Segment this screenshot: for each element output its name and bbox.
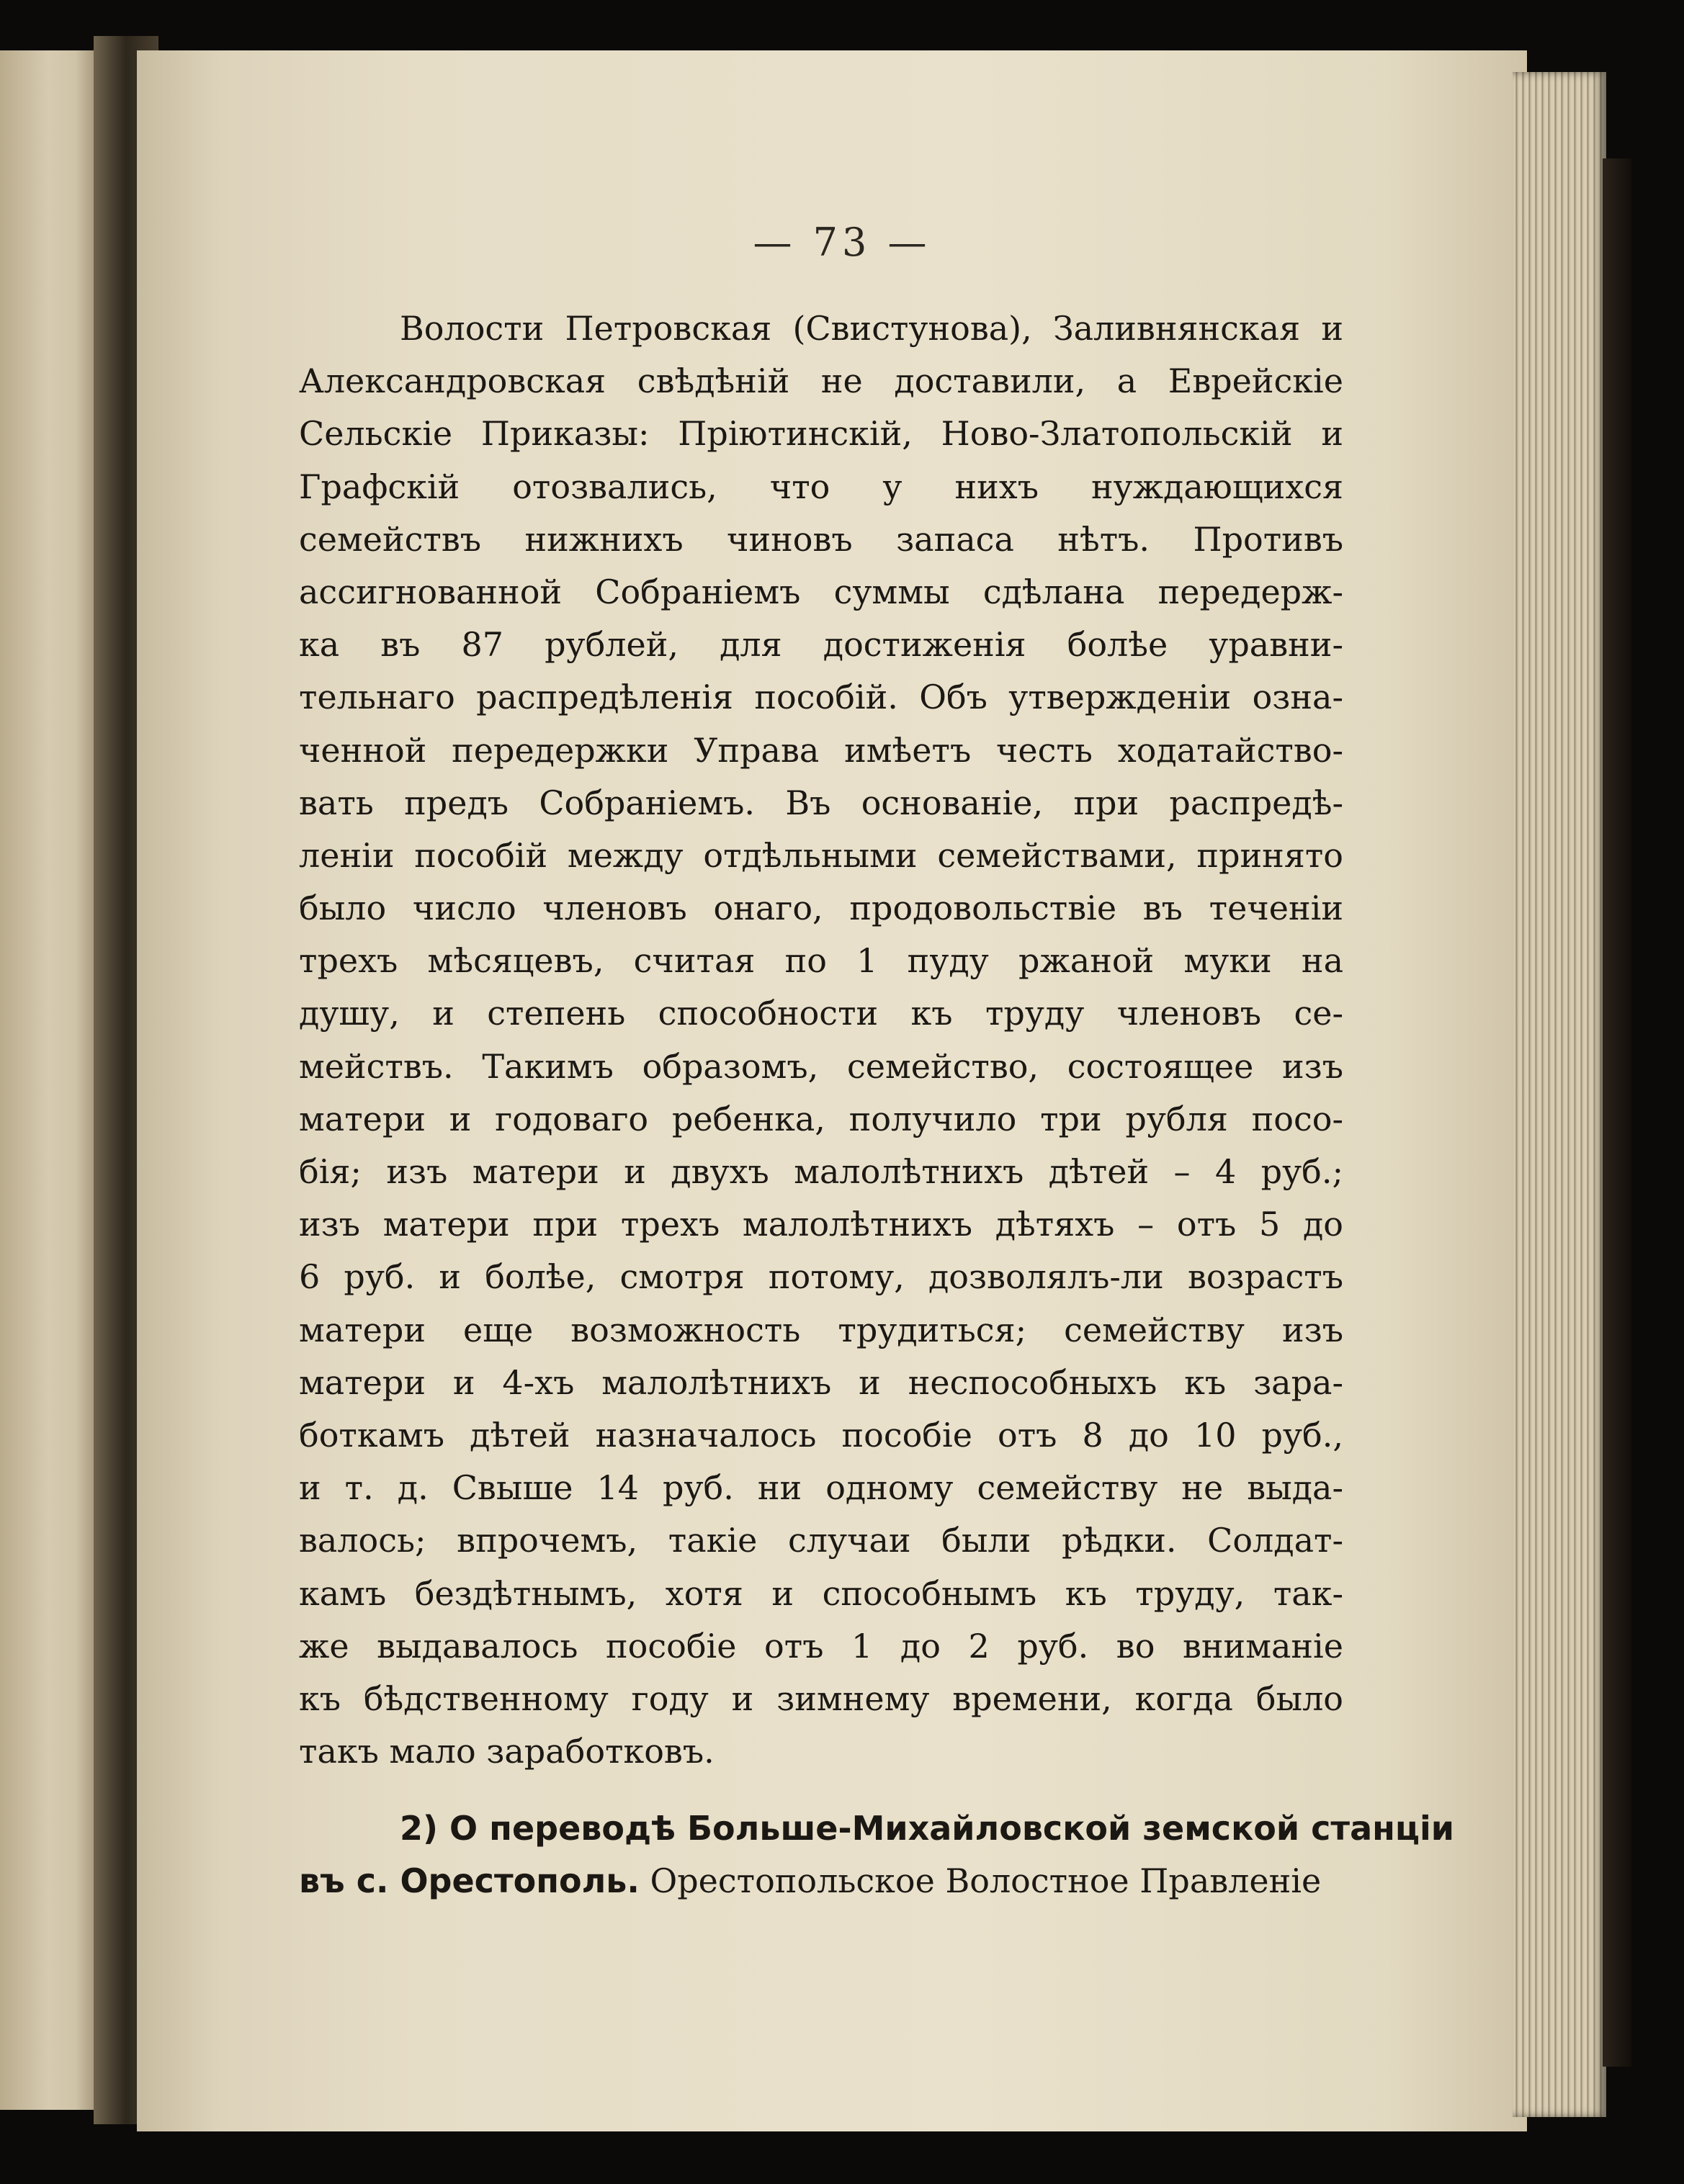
text-line: же выдавалось пособіе отъ 1 до 2 руб. во вниманіе <box>299 1626 1343 1666</box>
text-line: мействъ. Такимъ образомъ, семейство, состоящее изъ <box>299 1046 1343 1086</box>
text-line: семействъ нижнихъ чиновъ запаса нѣтъ. Противъ <box>299 519 1343 559</box>
paragraph-2 <box>299 1802 1454 1907</box>
section-text-start: Орестопольское Волостное Правленіе <box>650 1861 1322 1901</box>
page-body <box>299 302 1454 1908</box>
section-heading-place: въ с. Орестополь. <box>299 1861 640 1901</box>
left-page-edge <box>0 50 108 2110</box>
text-line: тельнаго распредѣленія пособій. Объ утвержденіи озна- <box>299 678 1343 717</box>
text-line: ченной передержки Управа имѣетъ честь ходатайство- <box>299 730 1343 770</box>
text-line: матери и годоваго ребенка, получило три рубля посо- <box>299 1099 1343 1138</box>
text-line: матери и 4-хъ малолѣтнихъ и неспособныхъ къ зара- <box>299 1362 1343 1402</box>
text-line: къ бѣдственному году и зимнему времени, когда было <box>299 1679 1343 1718</box>
section-heading-line: 2) О переводѣ Больше-Михайловской земской станціи <box>400 1809 1454 1848</box>
text-line: ка въ 87 рублей, для достиженія болѣе уравни- <box>299 625 1343 665</box>
text-line: валось; впрочемъ, такіе случаи были рѣдки. Солдат- <box>299 1521 1343 1560</box>
text-line: ассигнованной Собраніемъ суммы сдѣлана передерж- <box>299 572 1343 611</box>
text-line: 6 руб. и болѣе, смотря потому, дозволялъ-ли возрастъ <box>299 1257 1343 1297</box>
text-line: леніи пособій между отдѣльными семействами, принято <box>299 835 1343 875</box>
text-line: такъ мало заработковъ. <box>299 1732 715 1771</box>
page-number: — 73 — <box>753 220 931 265</box>
paragraph-1 <box>299 302 1343 1778</box>
book-cover-edge <box>1603 158 1631 2067</box>
text-line: боткамъ дѣтей назначалось пособіе отъ 8 до 10 руб., <box>299 1415 1343 1455</box>
text-line: душу, и степень способности къ труду членовъ се- <box>299 994 1343 1033</box>
page-stack-edge <box>1513 72 1606 2117</box>
text-line: камъ бездѣтнымъ, хотя и способнымъ къ труду, так- <box>299 1573 1343 1613</box>
section-heading-continuation <box>299 1855 1343 1907</box>
text-line: было число членовъ онаго, продовольствіе въ теченіи <box>299 889 1343 928</box>
text-line: Сельскіе Приказы: Пріютинскій, Ново-Златопольскій и <box>299 414 1343 454</box>
text-line: бія; изъ матери и двухъ малолѣтнихъ дѣтей – 4 руб.; <box>299 1152 1343 1191</box>
text-line: вать предъ Собраніемъ. Въ основаніе, при распредѣ- <box>299 783 1343 822</box>
text-line: Александровская свѣдѣній не доставили, а Еврейскіе <box>299 361 1343 401</box>
text-line: Волости Петровская (Свистунова), Заливнянская и <box>400 309 1343 348</box>
text-line: и т. д. Свыше 14 руб. ни одному семейству не выда- <box>299 1468 1343 1508</box>
text-line: изъ матери при трехъ малолѣтнихъ дѣтяхъ – отъ 5 до <box>299 1205 1343 1244</box>
text-line: матери еще возможность трудиться; семейству изъ <box>299 1310 1343 1349</box>
text-line: трехъ мѣсяцевъ, считая по 1 пуду ржаной муки на <box>299 941 1343 981</box>
text-line: Графскій отозвались, что у нихъ нуждающихся <box>299 467 1343 506</box>
